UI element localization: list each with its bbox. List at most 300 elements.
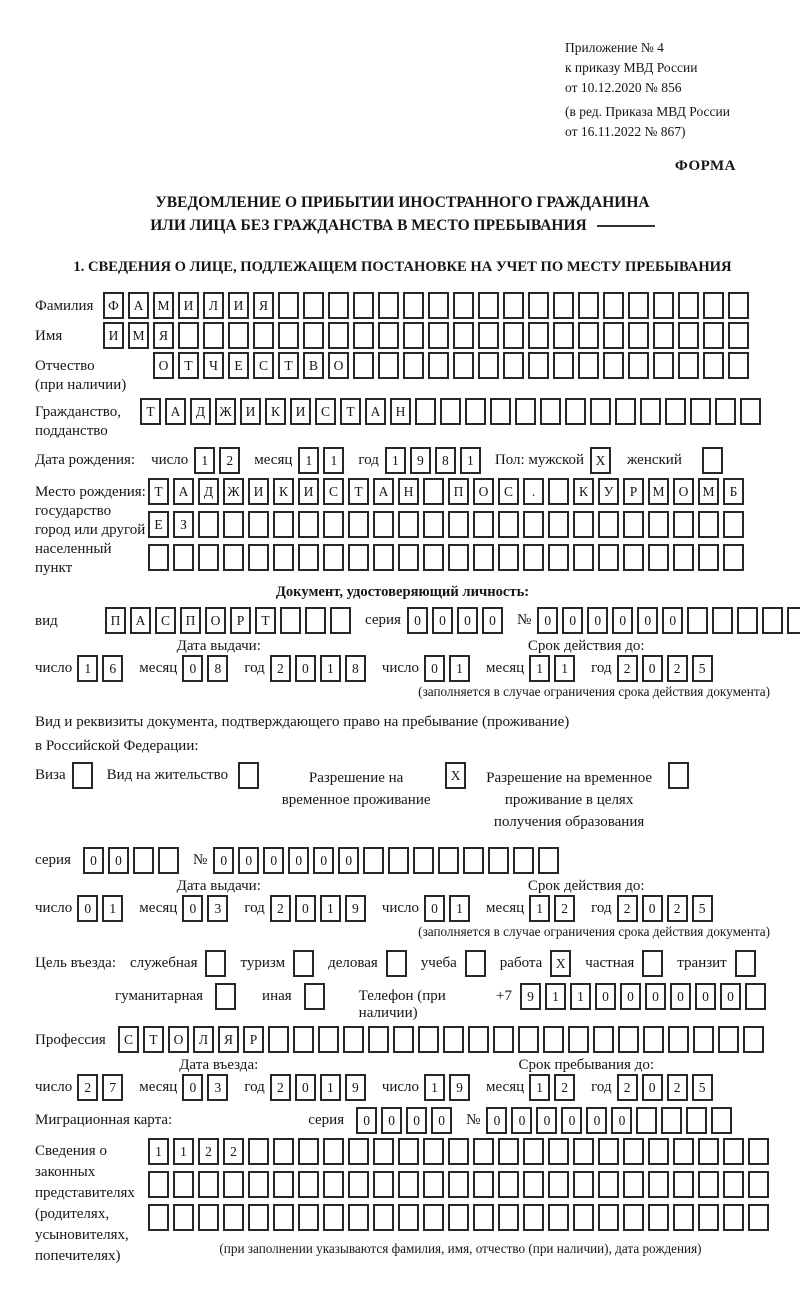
form-cell[interactable] [698,1204,719,1231]
form-cell[interactable]: 1 [424,1074,445,1101]
form-cell[interactable] [353,292,374,319]
form-cell[interactable]: 0 [562,607,583,634]
form-cell[interactable] [298,1204,319,1231]
form-cell[interactable] [468,1026,489,1053]
form-cell[interactable] [348,511,369,538]
valid-month-cells[interactable] [529,655,579,682]
residence-valid-day-cells[interactable] [424,895,474,922]
visa-checkbox[interactable] [72,762,93,789]
stay-year-cells[interactable] [617,1074,717,1101]
residence-issue-day-cells[interactable] [77,895,127,922]
form-cell[interactable]: 1 [570,983,591,1010]
form-cell[interactable] [640,398,661,425]
form-cell[interactable] [668,1026,689,1053]
purpose-private-checkbox[interactable] [642,950,663,977]
form-cell[interactable]: 0 [313,847,334,874]
form-cell[interactable]: 9 [410,447,431,474]
form-cell[interactable]: 0 [431,1107,452,1134]
form-cell[interactable]: 2 [667,1074,688,1101]
form-cell[interactable] [498,544,519,571]
form-cell[interactable]: 2 [198,1138,219,1165]
form-cell[interactable] [503,292,524,319]
form-cell[interactable] [598,1204,619,1231]
form-cell[interactable] [573,511,594,538]
form-cell[interactable] [698,544,719,571]
form-cell[interactable] [398,511,419,538]
form-cell[interactable] [735,950,756,977]
form-cell[interactable] [628,292,649,319]
form-cell[interactable] [323,1171,344,1198]
form-cell[interactable] [373,1171,394,1198]
form-cell[interactable]: 1 [194,447,215,474]
form-cell[interactable]: Т [143,1026,164,1053]
form-cell[interactable] [623,1204,644,1231]
form-cell[interactable]: С [118,1026,139,1053]
form-cell[interactable]: М [128,322,149,349]
form-cell[interactable] [723,1138,744,1165]
purpose-work-checkbox[interactable] [550,950,571,977]
form-cell[interactable] [623,1171,644,1198]
form-cell[interactable]: 0 [83,847,104,874]
form-cell[interactable] [723,1204,744,1231]
form-cell[interactable]: П [180,607,201,634]
form-cell[interactable] [523,544,544,571]
form-cell[interactable]: О [205,607,226,634]
form-cell[interactable]: И [103,322,124,349]
form-cell[interactable]: С [315,398,336,425]
form-cell[interactable] [373,1204,394,1231]
form-cell[interactable] [248,511,269,538]
form-cell[interactable] [418,1026,439,1053]
form-cell[interactable]: 6 [102,655,123,682]
form-cell[interactable] [248,1171,269,1198]
form-cell[interactable] [578,352,599,379]
form-cell[interactable] [448,511,469,538]
form-cell[interactable]: 9 [345,1074,366,1101]
form-cell[interactable] [598,544,619,571]
form-cell[interactable] [133,847,154,874]
form-cell[interactable] [353,322,374,349]
form-cell[interactable] [573,1138,594,1165]
form-cell[interactable] [343,1026,364,1053]
form-cell[interactable]: И [290,398,311,425]
form-cell[interactable] [515,398,536,425]
form-cell[interactable] [368,1026,389,1053]
form-cell[interactable] [673,511,694,538]
form-cell[interactable] [478,292,499,319]
form-cell[interactable] [305,607,326,634]
legal-reps-row2-cells[interactable] [148,1171,773,1198]
form-cell[interactable] [653,352,674,379]
form-cell[interactable] [303,322,324,349]
form-cell[interactable] [642,950,663,977]
form-cell[interactable]: 1 [320,1074,341,1101]
form-cell[interactable]: 0 [637,607,658,634]
form-cell[interactable] [373,544,394,571]
form-cell[interactable] [465,398,486,425]
form-cell[interactable]: X [590,447,611,474]
residence-valid-year-cells[interactable] [617,895,717,922]
form-cell[interactable] [548,1171,569,1198]
form-cell[interactable] [538,847,559,874]
residence-issue-month-cells[interactable] [182,895,232,922]
form-cell[interactable]: 0 [288,847,309,874]
form-cell[interactable]: 0 [511,1107,532,1134]
form-cell[interactable] [323,1204,344,1231]
form-cell[interactable] [330,607,351,634]
form-cell[interactable]: 2 [667,895,688,922]
form-cell[interactable] [273,1171,294,1198]
form-cell[interactable]: С [253,352,274,379]
form-cell[interactable] [448,544,469,571]
form-cell[interactable] [473,544,494,571]
form-cell[interactable]: Н [398,478,419,505]
form-cell[interactable]: О [473,478,494,505]
form-cell[interactable] [762,607,783,634]
form-cell[interactable]: О [153,352,174,379]
form-cell[interactable]: 0 [182,655,203,682]
birthdate-month-cells[interactable] [298,447,348,474]
form-cell[interactable] [148,1204,169,1231]
form-cell[interactable] [248,544,269,571]
form-cell[interactable]: 0 [424,895,445,922]
form-cell[interactable]: 9 [345,895,366,922]
form-cell[interactable] [653,292,674,319]
birthdate-year-cells[interactable] [385,447,485,474]
form-cell[interactable]: А [130,607,151,634]
form-cell[interactable]: 0 [645,983,666,1010]
form-cell[interactable] [590,398,611,425]
form-cell[interactable]: К [273,478,294,505]
form-cell[interactable]: А [173,478,194,505]
legal-reps-row1-cells[interactable] [148,1138,773,1165]
form-cell[interactable] [718,1026,739,1053]
form-cell[interactable] [598,511,619,538]
form-cell[interactable] [703,292,724,319]
form-cell[interactable]: К [265,398,286,425]
form-cell[interactable] [348,544,369,571]
form-cell[interactable] [173,544,194,571]
form-cell[interactable]: . [523,478,544,505]
form-cell[interactable]: 1 [323,447,344,474]
form-cell[interactable] [493,1026,514,1053]
form-cell[interactable]: 0 [612,607,633,634]
form-cell[interactable]: Д [198,478,219,505]
purpose-study-checkbox[interactable] [465,950,486,977]
patronymic-cells[interactable] [153,352,753,379]
form-cell[interactable] [448,1138,469,1165]
form-cell[interactable] [643,1026,664,1053]
form-cell[interactable] [428,292,449,319]
form-cell[interactable]: М [153,292,174,319]
form-cell[interactable]: Т [340,398,361,425]
issue-month-cells[interactable] [182,655,232,682]
form-cell[interactable]: 3 [207,1074,228,1101]
form-cell[interactable] [673,544,694,571]
surname-cells[interactable] [103,292,753,319]
form-cell[interactable] [728,322,749,349]
form-cell[interactable] [740,398,761,425]
residence-issue-year-cells[interactable] [270,895,370,922]
doc-series-cells[interactable] [407,607,507,634]
form-cell[interactable]: 8 [207,655,228,682]
form-cell[interactable]: 1 [529,895,550,922]
form-cell[interactable] [353,352,374,379]
form-cell[interactable] [673,1204,694,1231]
form-cell[interactable] [198,1171,219,1198]
form-cell[interactable] [473,1204,494,1231]
form-cell[interactable] [737,607,758,634]
birthdate-day-cells[interactable] [194,447,244,474]
form-cell[interactable] [623,544,644,571]
form-cell[interactable]: Т [255,607,276,634]
form-cell[interactable] [787,607,800,634]
form-cell[interactable]: 0 [642,895,663,922]
form-cell[interactable]: 8 [435,447,456,474]
form-cell[interactable]: И [298,478,319,505]
purpose-other-checkbox[interactable] [304,983,325,1010]
form-cell[interactable]: 2 [617,895,638,922]
form-cell[interactable]: 0 [424,655,445,682]
migration-series-cells[interactable] [356,1107,456,1134]
form-cell[interactable] [543,1026,564,1053]
form-cell[interactable] [386,950,407,977]
form-cell[interactable] [548,1204,569,1231]
form-cell[interactable] [323,511,344,538]
form-cell[interactable]: 2 [223,1138,244,1165]
form-cell[interactable] [478,322,499,349]
form-cell[interactable] [565,398,586,425]
form-cell[interactable]: 0 [381,1107,402,1134]
form-cell[interactable] [328,322,349,349]
form-cell[interactable] [513,847,534,874]
form-cell[interactable]: А [165,398,186,425]
form-cell[interactable]: Л [203,292,224,319]
form-cell[interactable] [223,544,244,571]
form-cell[interactable]: X [550,950,571,977]
form-cell[interactable] [423,1171,444,1198]
entry-month-cells[interactable] [182,1074,232,1101]
stay-day-cells[interactable] [424,1074,474,1101]
form-cell[interactable] [548,1138,569,1165]
form-cell[interactable]: А [128,292,149,319]
form-cell[interactable] [378,322,399,349]
form-cell[interactable] [598,1138,619,1165]
form-cell[interactable]: О [168,1026,189,1053]
form-cell[interactable] [228,322,249,349]
form-cell[interactable]: 1 [320,895,341,922]
form-cell[interactable] [715,398,736,425]
form-cell[interactable]: 0 [620,983,641,1010]
form-cell[interactable] [678,292,699,319]
form-cell[interactable] [473,511,494,538]
purpose-official-checkbox[interactable] [205,950,226,977]
form-cell[interactable] [398,1204,419,1231]
form-cell[interactable] [748,1171,769,1198]
form-cell[interactable] [280,607,301,634]
form-cell[interactable] [428,322,449,349]
form-cell[interactable]: Т [278,352,299,379]
form-cell[interactable] [453,352,474,379]
form-cell[interactable] [473,1138,494,1165]
form-cell[interactable] [273,511,294,538]
form-cell[interactable]: В [303,352,324,379]
form-cell[interactable]: 2 [270,895,291,922]
form-cell[interactable] [648,1204,669,1231]
form-cell[interactable]: И [240,398,261,425]
birthplace-row2-cells[interactable] [148,511,748,538]
form-cell[interactable] [72,762,93,789]
form-cell[interactable] [448,1204,469,1231]
form-cell[interactable] [673,1171,694,1198]
form-cell[interactable] [415,398,436,425]
form-cell[interactable]: 7 [102,1074,123,1101]
form-cell[interactable] [578,292,599,319]
form-cell[interactable]: 2 [77,1074,98,1101]
form-cell[interactable]: 0 [295,895,316,922]
form-cell[interactable] [443,1026,464,1053]
form-cell[interactable] [498,1171,519,1198]
form-cell[interactable]: И [178,292,199,319]
form-cell[interactable]: 0 [356,1107,377,1134]
form-cell[interactable] [593,1026,614,1053]
form-cell[interactable] [318,1026,339,1053]
form-cell[interactable] [278,292,299,319]
form-cell[interactable] [323,1138,344,1165]
form-cell[interactable]: У [598,478,619,505]
form-cell[interactable] [248,1204,269,1231]
form-cell[interactable]: 1 [77,655,98,682]
form-cell[interactable] [723,511,744,538]
form-cell[interactable] [158,847,179,874]
form-cell[interactable] [503,352,524,379]
form-cell[interactable] [388,847,409,874]
form-cell[interactable] [748,1204,769,1231]
form-cell[interactable]: 2 [554,1074,575,1101]
form-cell[interactable]: 0 [537,607,558,634]
residence-number-cells[interactable] [213,847,563,874]
form-cell[interactable] [298,544,319,571]
issue-year-cells[interactable] [270,655,370,682]
form-cell[interactable]: 8 [345,655,366,682]
form-cell[interactable]: 0 [182,895,203,922]
form-cell[interactable]: 0 [263,847,284,874]
form-cell[interactable] [698,511,719,538]
form-cell[interactable]: 0 [407,607,428,634]
form-cell[interactable] [223,1171,244,1198]
form-cell[interactable] [693,1026,714,1053]
form-cell[interactable]: 1 [529,655,550,682]
form-cell[interactable] [648,1171,669,1198]
purpose-transit-checkbox[interactable] [735,950,756,977]
form-cell[interactable] [488,847,509,874]
form-cell[interactable] [403,292,424,319]
form-cell[interactable] [728,292,749,319]
form-cell[interactable] [198,1204,219,1231]
form-cell[interactable]: 0 [670,983,691,1010]
form-cell[interactable] [648,544,669,571]
form-cell[interactable] [215,983,236,1010]
form-cell[interactable]: 1 [554,655,575,682]
form-cell[interactable] [223,1204,244,1231]
form-cell[interactable]: 0 [720,983,741,1010]
form-cell[interactable] [268,1026,289,1053]
form-cell[interactable]: 2 [617,1074,638,1101]
form-cell[interactable]: 0 [295,655,316,682]
form-cell[interactable] [363,847,384,874]
sex-male-checkbox[interactable] [590,447,611,474]
form-cell[interactable]: Е [228,352,249,379]
issue-day-cells[interactable] [77,655,127,682]
form-cell[interactable] [548,478,569,505]
form-cell[interactable] [198,544,219,571]
form-cell[interactable] [678,322,699,349]
form-cell[interactable] [528,352,549,379]
form-cell[interactable] [623,1138,644,1165]
form-cell[interactable] [523,511,544,538]
form-cell[interactable]: 1 [385,447,406,474]
form-cell[interactable]: 0 [238,847,259,874]
form-cell[interactable]: П [105,607,126,634]
form-cell[interactable]: Я [253,292,274,319]
form-cell[interactable] [698,1138,719,1165]
form-cell[interactable] [303,292,324,319]
form-cell[interactable] [378,292,399,319]
form-cell[interactable]: 0 [432,607,453,634]
form-cell[interactable]: Н [390,398,411,425]
form-cell[interactable] [653,322,674,349]
form-cell[interactable]: Р [243,1026,264,1053]
birthplace-row3-cells[interactable] [148,544,748,571]
form-cell[interactable]: 5 [692,655,713,682]
form-cell[interactable]: И [228,292,249,319]
form-cell[interactable] [398,1138,419,1165]
form-cell[interactable] [403,322,424,349]
form-cell[interactable]: Б [723,478,744,505]
form-cell[interactable] [378,352,399,379]
form-cell[interactable]: 0 [338,847,359,874]
form-cell[interactable] [398,544,419,571]
purpose-tourism-checkbox[interactable] [293,950,314,977]
form-cell[interactable] [748,1138,769,1165]
form-cell[interactable]: З [173,511,194,538]
purpose-humanitarian-checkbox[interactable] [215,983,236,1010]
form-cell[interactable] [523,1204,544,1231]
form-cell[interactable] [463,847,484,874]
form-cell[interactable] [698,1171,719,1198]
form-cell[interactable] [278,322,299,349]
form-cell[interactable]: 2 [667,655,688,682]
form-cell[interactable] [523,1138,544,1165]
form-cell[interactable]: Т [178,352,199,379]
form-cell[interactable]: 1 [320,655,341,682]
firstname-cells[interactable] [103,322,753,349]
form-cell[interactable] [523,1171,544,1198]
form-cell[interactable]: 0 [486,1107,507,1134]
form-cell[interactable]: С [498,478,519,505]
stay-month-cells[interactable] [529,1074,579,1101]
form-cell[interactable]: М [648,478,669,505]
form-cell[interactable]: 0 [611,1107,632,1134]
form-cell[interactable] [678,352,699,379]
form-cell[interactable]: 1 [529,1074,550,1101]
form-cell[interactable] [548,511,569,538]
form-cell[interactable] [648,511,669,538]
form-cell[interactable] [328,292,349,319]
form-cell[interactable] [304,983,325,1010]
form-cell[interactable] [223,511,244,538]
form-cell[interactable]: С [323,478,344,505]
